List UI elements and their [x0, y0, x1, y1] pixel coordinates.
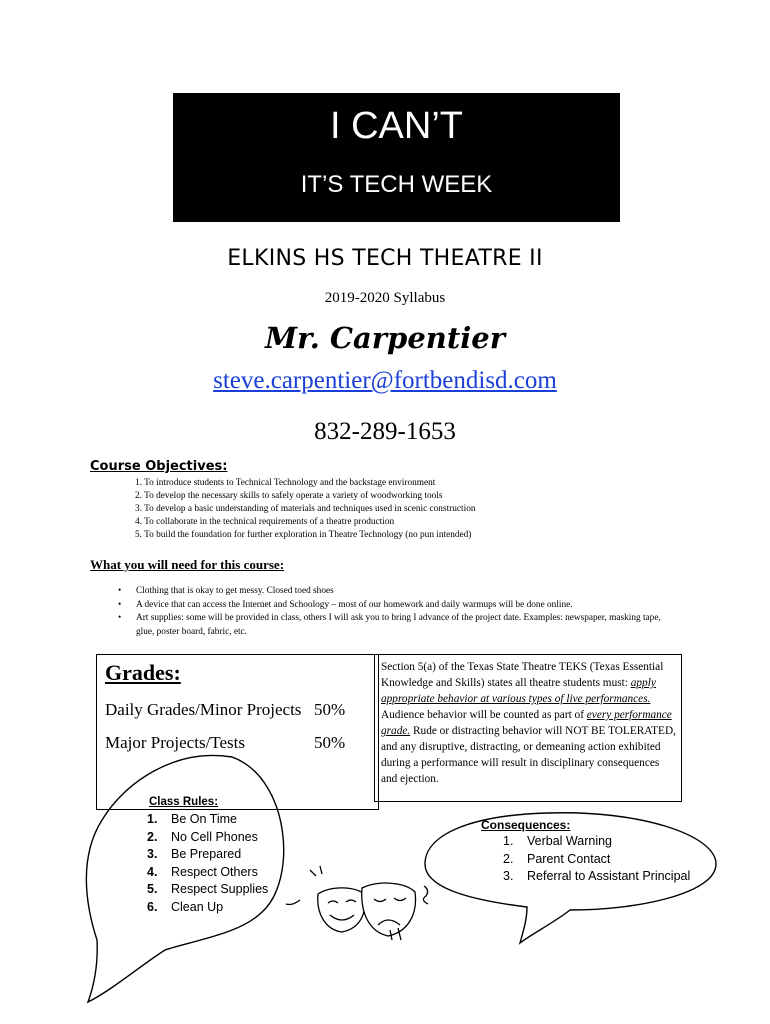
- teacher-phone: 832-289-1653: [314, 418, 456, 445]
- class-rule-item: [147, 899, 268, 917]
- rule-number: 1.: [147, 812, 158, 826]
- grade-percent-major: 50%: [314, 733, 346, 752]
- rule-text: Respect Others: [171, 864, 258, 879]
- banner-subtitle: IT’S TECH WEEK: [300, 171, 493, 198]
- needs-item: • A device that can access the Internet and Schoology – most of our homework and daily warmups will be done online.: [118, 599, 678, 613]
- class-rule-item: [147, 846, 268, 864]
- needs-item: • Clothing that is okay to get messy. Closed toed shoes: [118, 585, 678, 599]
- consequence-item: [503, 833, 690, 851]
- teks-intro: Section 5(a) of the Texas State Theatre TEKS (Texas Essential Knowledge and Skills) states all theatre students must:: [381, 661, 664, 689]
- rule-text: Clean Up: [171, 899, 224, 914]
- teks-emphasis-behavior: apply appropriate behavior at various types of live performances.: [381, 677, 656, 705]
- objective-item: 1. To introduce students to Technical Technology and the backstage environment: [135, 478, 436, 488]
- rule-number: 4.: [147, 864, 158, 879]
- class-rule-item: [147, 881, 268, 899]
- consequence-text: Referral to Assistant Principal: [527, 869, 691, 883]
- consequences-list: [503, 833, 690, 886]
- rule-text: No Cell Phones: [171, 829, 258, 844]
- teacher-email-link[interactable]: steve.carpentier@fortbendisd.com: [213, 367, 557, 394]
- objective-item: 5. To build the foundation for further exploration in Theatre Technology (no pun intended): [135, 530, 472, 540]
- teacher-name: Mr. Carpentier: [264, 321, 505, 355]
- teks-mid: Audience behavior will be counted as part of: [381, 709, 587, 721]
- objectives-heading: Course Objectives:: [90, 459, 228, 474]
- consequence-item: [503, 868, 690, 886]
- consequence-number: 2.: [503, 851, 514, 866]
- teks-end: Rude or distracting behavior will NOT BE TOLERATED, and any disruptive, distracting, or demeaning action exhibited during a performance will result in disciplinary consequences and ejection.: [381, 725, 676, 785]
- rule-number: 5.: [147, 882, 158, 896]
- class-rule-item: [147, 864, 268, 882]
- rule-text: Respect Supplies: [171, 882, 269, 896]
- objective-item: 4. To collaborate in the technical requirements of a theatre production: [135, 517, 395, 527]
- class-rules-list: [147, 811, 268, 916]
- class-rules-heading: Class Rules:: [149, 796, 219, 808]
- consequence-item: [503, 851, 690, 869]
- consequence-number: 3.: [503, 869, 514, 883]
- objective-item: 3. To develop a basic understanding of materials and techniques used in scenic construction: [135, 504, 476, 514]
- rule-number: 2.: [147, 829, 158, 844]
- rule-text: Be On Time: [171, 812, 237, 826]
- class-rule-item: [147, 811, 268, 829]
- rule-number: 6.: [147, 899, 158, 914]
- syllabus-year: 2019-2020 Syllabus: [324, 290, 446, 306]
- rule-number: 3.: [147, 847, 158, 861]
- consequence-number: 1.: [503, 834, 514, 848]
- course-title: ELKINS HS TECH THEATRE II: [227, 246, 543, 271]
- grade-label-daily: Daily Grades/Minor Projects: [105, 700, 302, 719]
- rule-text: Be Prepared: [171, 847, 242, 861]
- banner-title: I CAN’T: [330, 105, 463, 147]
- needs-heading: What you will need for this course:: [90, 557, 285, 572]
- grades-title: Grades:: [105, 660, 181, 685]
- grade-percent-daily: 50%: [314, 700, 346, 719]
- teks-emphasis-grade: every performance grade.: [381, 709, 672, 737]
- class-rule-item: [147, 829, 268, 847]
- objective-item: 2. To develop the necessary skills to safely operate a variety of woodworking tools: [135, 491, 443, 501]
- grade-label-major: Major Projects/Tests: [105, 733, 245, 752]
- consequences-heading: Consequences:: [481, 818, 571, 832]
- comedy-tragedy-masks-icon: [286, 866, 428, 940]
- consequence-text: Verbal Warning: [527, 834, 612, 848]
- needs-item: • Art supplies: some will be provided in class, others I will ask you to bring I advance of the project date. Examples: newspaper, masking tape, glue, poster board, fabric, etc.: [118, 612, 678, 639]
- consequence-text: Parent Contact: [527, 851, 611, 866]
